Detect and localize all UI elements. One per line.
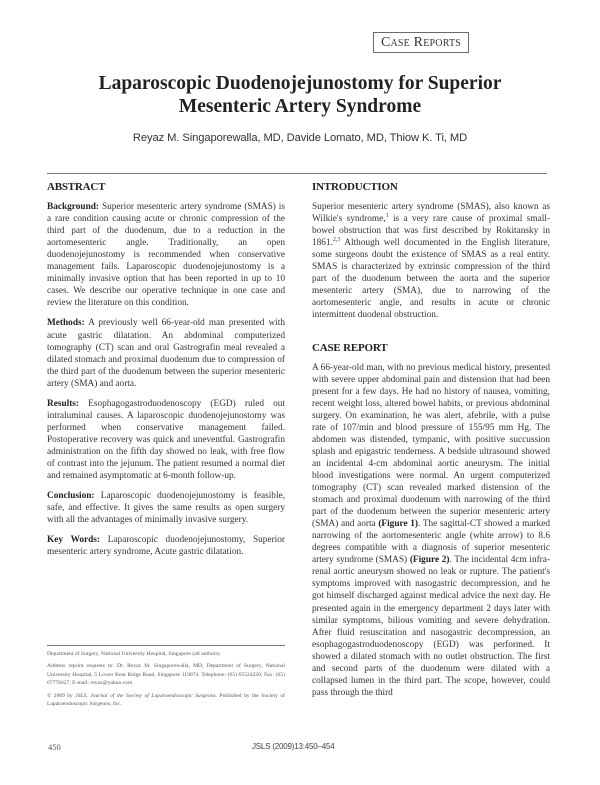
citation-superscript: 1	[385, 213, 389, 219]
intro-text-part: Although well documented in the English literature, some surgeons doubt the existence of SMAS as a real entity. SMAS is characterized by extrinsic compression of the third part of the duodenum between the aorta and the superior mesenteric artery (SMA), due to narrowing of the aortomesenteric angle, and results in acute or chronic intermittent duodenal obstruction.	[312, 238, 550, 321]
background-label: Background:	[47, 202, 100, 213]
keywords-text: Laparoscopic duodenojejunostomy, Superior mesenteric artery syndrome, Acute gastric dilatation.	[47, 535, 285, 558]
abstract-results	[47, 398, 285, 482]
page-number: 450	[48, 742, 61, 752]
copyright-prefix: © 2009 by	[47, 692, 76, 699]
abstract-keywords	[47, 534, 285, 558]
case-text-part: A 66-year-old man, with no previous medical history, presented with severe upper abdominal pain and distension that had been present for a few days. He had no history of nausea, vomiting, recent weight loss, altered bowel habits, or previous abdominal surgery. On examination, he was alert, afebrile, with a pulse rate of 107/min and blood pressure of 155/95 mm Hg. The abdomen was distended, tympanic, with positive succussion splash and epigastric tenderness. A bedside ultrasound showed an incidental 4-cm abdominal aortic aneurysm. The initial blood investigations were normal. An urgent computerized tomography (CT) scan revealed marked distension of the stomach and proximal duodenum with narrowing of the third part of the duodenum between the superior mesenteric artery (SMA) and aorta	[312, 362, 550, 530]
header-divider	[47, 173, 547, 174]
figure-2-reference[interactable]: (Figure 2)	[409, 555, 450, 566]
results-text: Esophagogastroduodenoscopy (EGD) ruled out intraluminal causes. A laparoscopic duodenojejunostomy was performed when conservative management failed. Postoperative recovery was quick and uneventful. Gastrografin administration on the fifth day showed no leak, with free flow of contrast into the jejunum. The patient resumed a normal diet and remained asymptomatic at 6-month follow-up.	[47, 398, 285, 482]
case-report-text	[312, 362, 550, 699]
footnotes	[47, 650, 285, 712]
case-report-heading: CASE REPORT	[312, 341, 388, 354]
methods-label: Methods:	[47, 318, 85, 329]
title-line-1: Laparoscopic Duodenojejunostomy for Superior	[98, 73, 502, 94]
journal-citation: JSLS (2009)13:450–454	[252, 742, 335, 751]
right-column	[312, 181, 550, 707]
abstract-background	[47, 201, 285, 309]
footnote-address: Address reprint requests to: Dr. Reyaz M. Singaporewalla, MD, Department of Surgery, National University Hospital, 5 Lower Kent Ridge Road, Singapore 119074. Telephone: (65) 65524220, Fax: (65) 67778427, E-mail: reyaz@yahoo.com	[47, 663, 285, 687]
title-line-2: Mesenteric Artery Syndrome	[178, 96, 422, 117]
conclusion-label: Conclusion:	[47, 491, 95, 502]
abstract-conclusion	[47, 490, 285, 526]
abstract-heading: ABSTRACT	[47, 181, 106, 193]
footnote-divider	[47, 645, 285, 646]
case-text-part: . The sagittal-CT showed a marked narrowing of the aortomesenteric angle (white arrow) to 8.6 degrees compatible with a diagnosis of superior mesenteric artery syndrome (SMAS)	[312, 519, 550, 566]
intro-text-part: Superior mesenteric artery syndrome (SMAS), also known as Wilkie's syndrome,	[312, 202, 550, 225]
introduction-heading: INTRODUCTION	[312, 181, 398, 193]
citation-superscript: 2,3	[332, 237, 341, 244]
footnote-copyright	[47, 692, 285, 709]
conclusion-text: Laparoscopic duodenojejunostomy is feasible, safe, and effective. It gives the same results as open surgery with all the advantages of minimally invasive surgery.	[47, 491, 285, 526]
introduction-text	[312, 201, 550, 321]
author-list: Reyaz M. Singaporewalla, MD, Davide Lomato, MD, Thiow K. Ti, MD	[132, 132, 468, 144]
left-column	[47, 181, 285, 566]
footnote-affiliation: Department of Surgery, National University Hospital, Singapore (all authors).	[47, 651, 221, 657]
methods-text: A previously well 66-year-old man presented with acute gastric dilatation. An abdominal computerized tomography (CT) scan and oral Gastrografin meal revealed a dilated stomach and proximal duodenum due to compression of the third part of the duodenum between the superior mesenteric artery (SMA) and aorta.	[47, 318, 285, 389]
copyright-journal: JSLS, Journal of the Society of Laparoendoscopic Surgeons	[75, 692, 216, 699]
case-text-part: . The incidental 4cm infra-renal aortic aneurysm showed no leak or rupture. The patient's symptoms improved with nasogastric decompression, and he got himself discharged against medical advice the next day. He presented again in the emergency department 2 days later with similar symptoms, bilious vomiting and severe dehydration. After fluid resuscitation and nasogastric decompression, an esophagogastroduodenoscopy (EGD) was performed. It showed a dilated stomach with no outlet obstruction. The first and second parts of the duodenum were dilated with a collapsed lumen in the third part. The scope, however, could pass through the third	[312, 555, 551, 698]
copyright-suffix: . Published by the Society of Laparoendoscopic Surgeons, Inc.	[47, 692, 285, 708]
article-title	[40, 72, 560, 118]
figure-1-reference[interactable]: (Figure 1)	[378, 519, 418, 530]
intro-text-part: is a very rare cause of proximal small-bowel obstruction that was first described by Rokitansky in 1861.	[312, 214, 550, 249]
results-label: Results:	[47, 398, 80, 409]
background-text: Superior mesenteric artery syndrome (SMAS) is a rare condition causing acute or chronic compression of the third part of the duodenum, due to a reduction in the aortomesenteric angle. Traditionally, an open duodenojejunostomy is recommended when conservative management fails. Laparoscopic duodenojejunostomy is a minimally invasive option that has been reported in up to 10 cases. We describe our operative technique in one case and review the literature on this condition.	[47, 202, 285, 309]
keywords-label: Key Words:	[47, 535, 101, 546]
section-label-case-reports: Case Reports	[373, 32, 469, 53]
abstract-methods	[47, 317, 285, 389]
